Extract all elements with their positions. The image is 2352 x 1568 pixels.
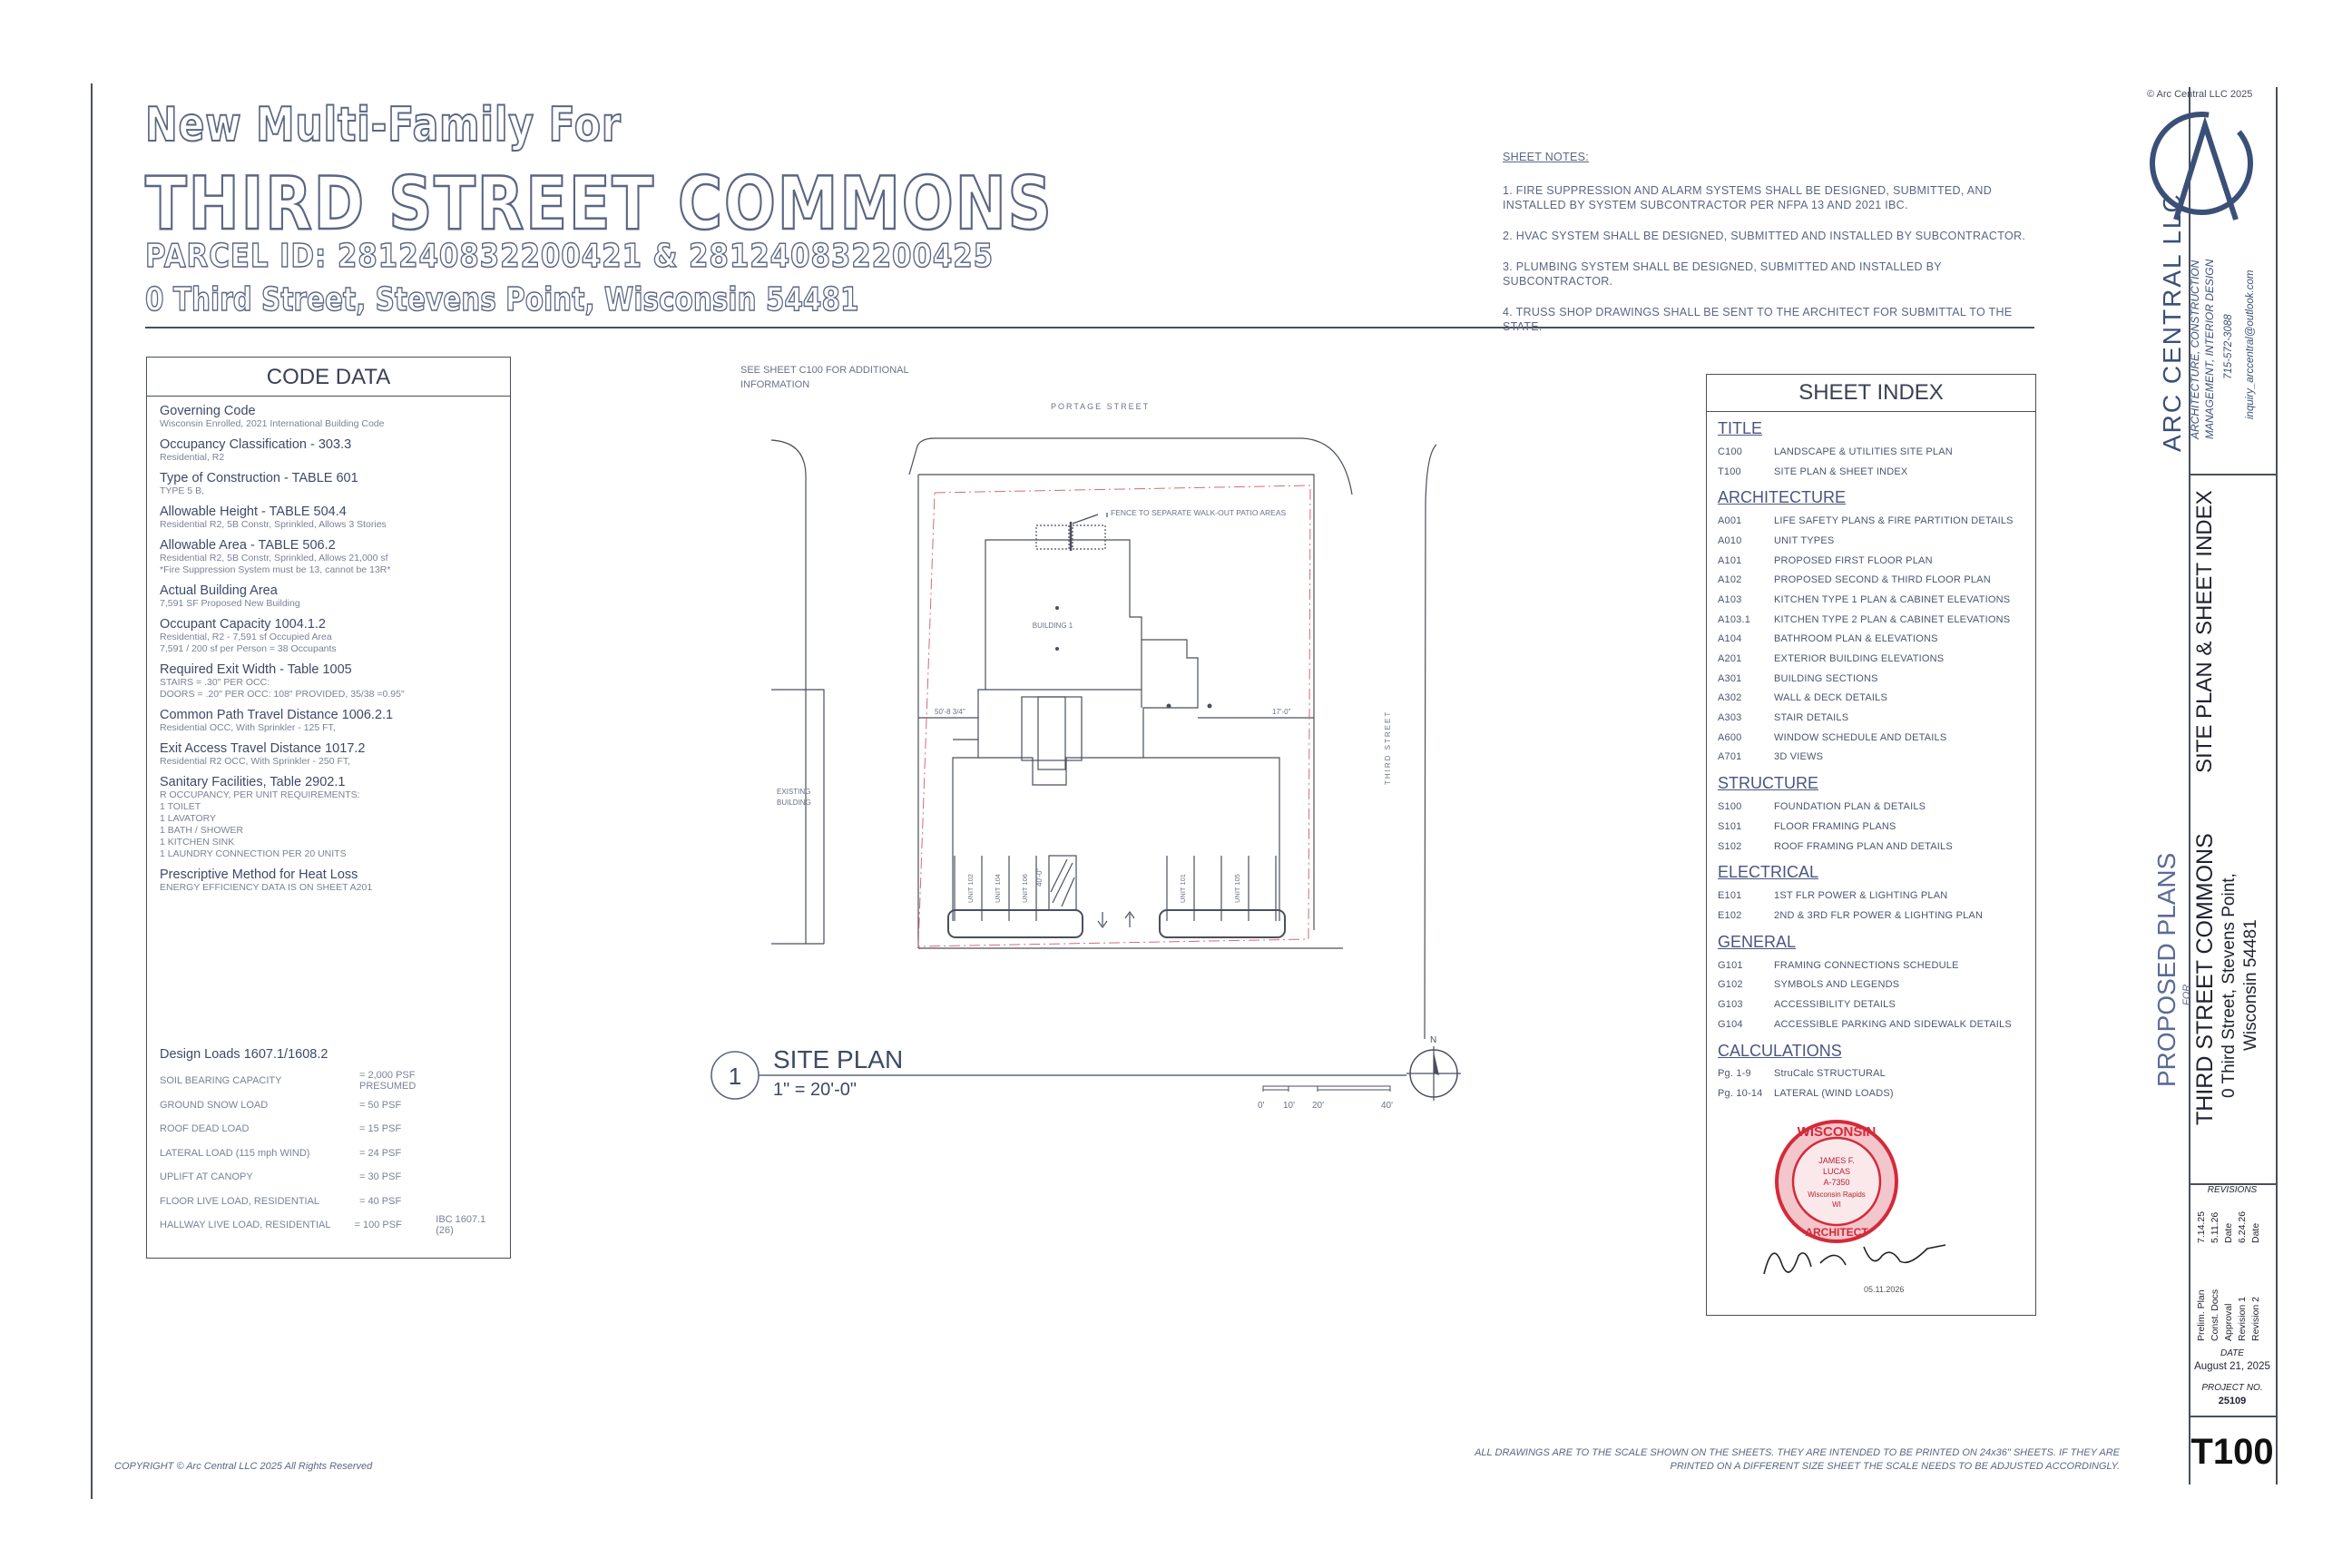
design-loads: [160, 1047, 505, 1238]
scale-note-line: PRINTED ON A DIFFERENT SIZE SHEET THE SCALE NEEDS TO BE ADJUSTED ACCORDINGLY.: [1670, 1461, 2120, 1472]
sheet-index-section: [1718, 488, 2035, 767]
sheet-description: KITCHEN TYPE 2 PLAN & CABINET ELEVATIONS: [1774, 613, 2011, 625]
sheet-description: KITCHEN TYPE 1 PLAN & CABINET ELEVATIONS: [1774, 593, 2011, 605]
sheet-number: T100: [2190, 1432, 2274, 1472]
sheet-index-row: [1718, 956, 2035, 975]
code-data-detail: ENERGY EFFICIENCY DATA IS ON SHEET A201: [160, 882, 373, 893]
traffic-arrow-up: [1125, 912, 1134, 927]
unit-label: UNIT 106: [1021, 874, 1029, 903]
sheet-code: A001: [1718, 515, 1742, 527]
sheet-index-row: [1718, 1083, 2035, 1103]
unit-label: UNIT 104: [994, 874, 1002, 903]
sheet-index-section-title: CALCULATIONS: [1718, 1041, 1842, 1060]
code-data-item: [160, 617, 497, 655]
company-name: ARC CENTRAL LLC: [2158, 192, 2186, 452]
sheet-index-section: [1718, 933, 2035, 1034]
plan-number: 1: [728, 1063, 742, 1090]
code-data-item: [160, 471, 497, 497]
fence-leader: [1073, 514, 1098, 524]
code-data-heading: Actual Building Area: [160, 583, 278, 598]
tb-project-name: THIRD STREET COMMONS: [2192, 833, 2218, 1125]
sheet-note: 3. PLUMBING SYSTEM SHALL BE DESIGNED, SUBMITTED AND INSTALLED BY SUBCONTRACTOR.: [1503, 260, 1942, 288]
design-load-row: [160, 1190, 505, 1214]
sheet-index-row: [1718, 462, 2035, 482]
for-label: FOR: [2181, 984, 2192, 1005]
plan-scale: 1" = 20'-0": [773, 1080, 857, 1100]
code-data-detail: 1 KITCHEN SINK: [160, 837, 235, 848]
code-data-detail: Residential, R2: [160, 452, 225, 463]
sheet-description: ROOF FRAMING PLAN AND DETAILS: [1774, 840, 1953, 852]
code-data-heading: Governing Code: [160, 404, 256, 418]
design-load-label: UPLIFT AT CANOPY: [160, 1171, 253, 1183]
sheet-description: STAIR DETAILS: [1774, 712, 1849, 724]
code-data-detail: *Fire Suppression System must be 13, cannot be 13R*: [160, 564, 391, 575]
stamp-number: A-7350: [1823, 1178, 1850, 1187]
portage-street-label: PORTAGE STREET: [1051, 402, 1151, 411]
revision-name: Approval: [2223, 1303, 2234, 1341]
design-load-row: [160, 1069, 505, 1093]
sheet-description: LANDSCAPE & UTILITIES SITE PLAN: [1774, 446, 1953, 457]
site-plan-drawing: [708, 358, 1488, 1121]
marker-dot: [1055, 606, 1059, 610]
code-data-detail: STAIRS = .30" PER OCC:: [160, 677, 270, 688]
curb-stop-right: [1160, 910, 1285, 937]
code-data-detail: Residential R2, 5B Constr, Sprinkled, Allows 3 Stories: [160, 519, 387, 530]
code-data-detail: 1 BATH / SHOWER: [160, 825, 243, 836]
dimension-center: 40'-0": [1035, 867, 1044, 887]
parcel-id: PARCEL ID: 281240832200421 & 281240832200425: [145, 238, 995, 275]
sheet-description: BUILDING SECTIONS: [1774, 672, 1878, 684]
sheet-code: G104: [1718, 1018, 1743, 1030]
code-data-item: [160, 867, 497, 894]
see-sheet-note: INFORMATION: [740, 379, 810, 390]
design-load-value: = 50 PSF: [359, 1099, 402, 1111]
sheet-code: Pg. 10-14: [1718, 1088, 1763, 1100]
sheet-code: E102: [1718, 909, 1742, 921]
design-load-row: [160, 1093, 505, 1118]
code-data-detail: DOORS = .20" PER OCC: 108" PROVIDED, 35/38 =0.95": [160, 689, 405, 700]
entry-block: [1022, 697, 1082, 760]
scale-label: 20': [1312, 1101, 1325, 1111]
sheet-code: A104: [1718, 633, 1742, 645]
code-data-item: [160, 662, 497, 701]
unit-label: UNIT 102: [966, 874, 975, 903]
sheet-code: G103: [1718, 998, 1743, 1010]
code-data-heading: Occupant Capacity 1004.1.2: [160, 617, 326, 632]
design-load-label: SOIL BEARING CAPACITY: [160, 1075, 282, 1087]
code-data-item: [160, 505, 497, 531]
code-data-detail: Residential R2, 5B Constr, Sprinkled, Allows 21,000 sf: [160, 553, 388, 564]
scale-label: 10': [1283, 1101, 1296, 1111]
dimension-right: 17'-0": [1272, 708, 1291, 716]
design-load-value: = 30 PSF: [359, 1171, 402, 1183]
proposed-plans: PROPOSED PLANS: [2152, 852, 2180, 1087]
code-data-detail: Residential, R2 - 7,591 sf Occupied Area: [160, 632, 332, 642]
title-block-right-line: [2276, 87, 2278, 1485]
sheet-notes-title: SHEET NOTES:: [1503, 151, 1590, 163]
sheet-index-row: [1718, 975, 2035, 995]
header-subtitle: New Multi-Family For: [145, 98, 622, 152]
sheet-code: Pg. 1-9: [1718, 1068, 1751, 1080]
building-label: BUILDING 1: [1032, 622, 1073, 630]
sheet-code: A010: [1718, 534, 1742, 546]
project-no-value: 25109: [2218, 1396, 2247, 1406]
sheet-description: WALL & DECK DETAILS: [1774, 692, 1888, 704]
sheet-code: A302: [1718, 692, 1742, 704]
sheet-index-row: [1718, 708, 2035, 728]
sheet-code: A600: [1718, 731, 1742, 743]
portage-street-curb: [916, 438, 1352, 495]
sheet-index-row: [1718, 570, 2035, 590]
code-data-item: [160, 741, 497, 768]
scale-label: 40': [1381, 1101, 1394, 1111]
code-data-heading: Type of Construction - TABLE 601: [160, 471, 358, 485]
company-services: ARCHITECTURE, CONSTRUCTION: [2189, 260, 2201, 439]
sheet-index-row: [1718, 610, 2035, 630]
sheet-description: PROPOSED FIRST FLOOR PLAN: [1774, 554, 1933, 566]
sheet-code: A103: [1718, 593, 1742, 605]
design-load-value: = 40 PSF: [359, 1195, 402, 1207]
dimension-left: 50'-8 3/4": [935, 708, 965, 716]
sheet-code: C100: [1718, 446, 1743, 457]
patio-block: [1036, 525, 1069, 549]
code-data-item: [160, 538, 497, 576]
sheet-description: SYMBOLS AND LEGENDS: [1774, 979, 1900, 991]
sheet-index-section-title: ARCHITECTURE: [1718, 488, 1847, 507]
footer-copyright: COPYRIGHT © Arc Central LLC 2025 All Rights Reserved: [114, 1461, 373, 1472]
code-data-heading: Required Exit Width - Table 1005: [160, 662, 352, 677]
signature: [1764, 1245, 1945, 1274]
code-data-heading: Sanitary Facilities, Table 2902.1: [160, 775, 346, 789]
code-data-list: [147, 404, 510, 894]
sheet-note: 2. HVAC SYSTEM SHALL BE DESIGNED, SUBMITTED AND INSTALLED BY SUBCONTRACTOR.: [1503, 230, 2026, 242]
sheet-index-row: [1718, 531, 2035, 551]
design-load-note: IBC 1607.1 (26): [436, 1214, 486, 1237]
property-line: [918, 485, 1310, 946]
sheet-index-row: [1718, 817, 2035, 837]
design-load-value: = 100 PSF: [354, 1220, 402, 1231]
sheet-index-section: [1718, 863, 2035, 925]
existing-building-label: BUILDING: [777, 799, 811, 807]
code-data-detail: 7,591 SF Proposed New Building: [160, 598, 300, 609]
code-data-detail: Residential OCC, With Sprinkler - 125 FT,: [160, 722, 336, 733]
graphic-scale: [1263, 1086, 1390, 1092]
sheet-index-row: [1718, 551, 2035, 571]
sheet-code: A303: [1718, 712, 1742, 724]
code-data-heading: Common Path Travel Distance 1006.2.1: [160, 708, 394, 722]
sheet-code: S100: [1718, 801, 1742, 813]
stamp-city: Wisconsin Rapids: [1808, 1191, 1866, 1199]
left-curb-line: [771, 440, 806, 944]
sheet-index-section: [1718, 774, 2035, 856]
left-border-line: [91, 83, 93, 1499]
sheet-code: A701: [1718, 751, 1742, 763]
marker-dot: [1208, 704, 1212, 709]
sheet-description: UNIT TYPES: [1774, 534, 1835, 546]
footer-scale-note: [1397, 1446, 2120, 1474]
sheet-index-row: [1718, 995, 2035, 1014]
sheet-description: BATHROOM PLAN & ELEVATIONS: [1774, 633, 1938, 645]
design-load-label: LATERAL LOAD (115 mph WIND): [160, 1147, 310, 1159]
revision-name: Revision 2: [2250, 1296, 2261, 1341]
code-data-panel: [146, 357, 511, 1259]
entry-corridor: [1038, 697, 1065, 769]
sheet-description: ACCESSIBILITY DETAILS: [1774, 998, 1896, 1010]
sheet-code: A103.1: [1718, 613, 1751, 625]
design-load-label: FLOOR LIVE LOAD, RESIDENTIAL: [160, 1195, 320, 1207]
sheet-description: ACCESSIBLE PARKING AND SIDEWALK DETAILS: [1774, 1018, 2012, 1030]
code-data-heading: Allowable Height - TABLE 504.4: [160, 505, 347, 519]
sheet-description: FOUNDATION PLAN & DETAILS: [1774, 801, 1926, 813]
code-data-detail: Residential R2 OCC, With Sprinkler - 250 FT,: [160, 756, 351, 767]
sheet-code: E101: [1718, 890, 1742, 902]
revision-date: 6.24.26: [2237, 1210, 2248, 1243]
sheet-index-row: [1718, 797, 2035, 817]
design-load-label: HALLWAY LIVE LOAD, RESIDENTIAL: [160, 1220, 331, 1231]
date-value: August 21, 2025: [2194, 1361, 2270, 1372]
code-data-title: CODE DATA: [147, 358, 510, 397]
sheet-description: 3D VIEWS: [1774, 751, 1824, 763]
curb-corner: [909, 449, 916, 475]
sheet-code: A101: [1718, 554, 1742, 566]
code-data-heading: Allowable Area - TABLE 506.2: [160, 538, 336, 553]
third-street-label: THIRD STREET: [1384, 710, 1392, 785]
north-arrow: [1406, 1035, 1461, 1101]
architect-stamp: [1755, 1111, 1973, 1301]
code-data-item: [160, 708, 497, 734]
sheet-index-row: [1718, 511, 2035, 531]
sheet-note: 1. FIRE SUPPRESSION AND ALARM SYSTEMS SHALL BE DESIGNED, SUBMITTED, AND INSTALLED BY SYSTEM SUBCONTRACTOR PER NFPA 13 AND 2021 IBC.: [1503, 184, 1993, 211]
sheet-description: FRAMING CONNECTIONS SCHEDULE: [1774, 959, 1959, 971]
curb-stop-left: [948, 910, 1083, 937]
sheet-index-row: [1718, 649, 2035, 669]
third-street-curb: [1425, 445, 1436, 1039]
patio-block: [1073, 525, 1105, 549]
sheet-index-row: [1718, 669, 2035, 689]
sheet-index-row: [1718, 886, 2035, 906]
revision-date: 7.14.25: [2196, 1210, 2207, 1243]
sheet-index-row: [1718, 1014, 2035, 1034]
sheet-code: G101: [1718, 959, 1743, 971]
revision-name: Prelim. Plan: [2196, 1289, 2207, 1341]
sheet-code: A201: [1718, 653, 1742, 665]
traffic-arrow-down: [1098, 912, 1107, 927]
title-block-divider: [2189, 474, 2276, 475]
sheet-index-row: [1718, 590, 2035, 610]
scale-note-line: ALL DRAWINGS ARE TO THE SCALE SHOWN ON THE SHEETS. THEY ARE INTENDED TO BE PRINTED ON 24x36" SHEETS. IF THEY ARE: [1475, 1447, 2120, 1458]
sheet-notes: [1503, 151, 2047, 350]
stamp-city-state: WI: [1832, 1200, 1841, 1209]
sheet-title: SITE PLAN & SHEET INDEX: [2192, 490, 2217, 773]
design-load-value: = 24 PSF: [359, 1147, 402, 1159]
sheet-index-section: [1718, 1042, 2035, 1103]
unit-label: UNIT 105: [1233, 874, 1241, 903]
tb-address: Wisconsin 54481: [2241, 919, 2260, 1051]
sheet-code: S102: [1718, 840, 1742, 852]
existing-building-label: EXISTING: [777, 788, 811, 796]
sheet-index-row: [1718, 728, 2035, 748]
sheet-index-row: [1718, 442, 2035, 462]
title-block-divider: [2189, 1416, 2276, 1417]
plan-title: SITE PLAN: [773, 1045, 904, 1073]
code-data-heading: Prescriptive Method for Heat Loss: [160, 867, 358, 882]
sheet-description: StruCalc STRUCTURAL: [1774, 1068, 1886, 1080]
design-load-value: = 15 PSF: [359, 1123, 402, 1135]
design-load-row: [160, 1142, 505, 1166]
sheet-index-section-title: ELECTRICAL: [1718, 863, 1819, 882]
code-data-item: [160, 437, 497, 464]
design-load-row: [160, 1165, 505, 1190]
hatch-line: [1051, 859, 1067, 892]
stamp-date: 05.11.2026: [1864, 1285, 1905, 1294]
sheet-index-row: [1718, 906, 2035, 926]
code-data-detail: 1 TOILET: [160, 801, 201, 812]
sheet-index-row: [1718, 1064, 2035, 1084]
sheet-description: 2ND & 3RD FLR POWER & LIGHTING PLAN: [1774, 909, 1984, 921]
sheet-code: T100: [1718, 466, 1741, 477]
project-no-label: PROJECT NO.: [2201, 1383, 2263, 1393]
building-footprint: [978, 540, 1198, 785]
revision-date: Date: [2223, 1222, 2234, 1243]
sheet-description: LATERAL (WIND LOADS): [1774, 1088, 1894, 1100]
copyright-corner: © Arc Central LLC 2025: [2147, 89, 2253, 100]
sheet-index-row: [1718, 689, 2035, 709]
sheet-description: SITE PLAN & SHEET INDEX: [1774, 466, 1908, 477]
revision-date: Date: [2250, 1222, 2261, 1243]
sheet-description: EXTERIOR BUILDING ELEVATIONS: [1774, 653, 1945, 665]
revisions-label: REVISIONS: [2207, 1185, 2258, 1195]
company-services: MANAGEMENT, INTERIOR DESIGN: [2203, 259, 2216, 439]
sheet-code: A301: [1718, 672, 1742, 684]
tb-address: 0 Third Street, Stevens Point,: [2220, 873, 2239, 1098]
sheet-index-section: [1718, 419, 2035, 481]
code-data-detail: 1 LAVATORY: [160, 813, 217, 824]
sheet-index-title: SHEET INDEX: [1707, 375, 2035, 412]
stamp-state: WISCONSIN: [1797, 1124, 1877, 1140]
code-data-item: [160, 404, 497, 430]
sheet-description: WINDOW SCHEDULE AND DETAILS: [1774, 731, 1947, 743]
code-data-heading: Occupancy Classification - 303.3: [160, 437, 352, 452]
sheet-index-section-title: STRUCTURE: [1718, 774, 1818, 793]
project-address: 0 Third Street, Stevens Point, Wisconsin 54481: [145, 281, 859, 318]
design-load-label: ROOF DEAD LOAD: [160, 1123, 250, 1135]
code-data-detail: R OCCUPANCY, PER UNIT REQUIREMENTS:: [160, 789, 360, 800]
date-label: DATE: [2220, 1348, 2244, 1358]
design-loads-list: [160, 1069, 505, 1238]
code-data-detail: TYPE 5 B,: [160, 485, 205, 496]
marker-dot: [1167, 704, 1171, 709]
stamp-name: JAMES F.: [1818, 1156, 1855, 1165]
revision-name: Revision 1: [2237, 1296, 2248, 1341]
sheet-note: 4. TRUSS SHOP DRAWINGS SHALL BE SENT TO THE ARCHITECT FOR SUBMITTAL TO THE STATE.: [1503, 306, 2013, 333]
existing-building-outline: [771, 690, 824, 944]
sheet-code: S101: [1718, 820, 1742, 832]
code-data-detail: 7,591 / 200 sf per Person = 38 Occupants: [160, 643, 337, 654]
sheet-description: 1ST FLR POWER & LIGHTING PLAN: [1774, 890, 1948, 902]
sheet-index-list: [1707, 419, 2035, 1103]
code-data-detail: 1 LAUNDRY CONNECTION PER 20 UNITS: [160, 848, 347, 859]
sheet-description: PROPOSED SECOND & THIRD FLOOR PLAN: [1774, 574, 1991, 586]
design-load-value: = 2,000 PSF PRESUMED: [359, 1070, 416, 1093]
project-title: THIRD STREET COMMONS: [145, 162, 1054, 246]
design-loads-title: Design Loads 1607.1/1608.2: [160, 1047, 328, 1062]
sheet-index-section-title: GENERAL: [1718, 932, 1797, 951]
code-data-item: [160, 583, 497, 610]
stamp-name: LUCAS: [1822, 1167, 1851, 1176]
code-data-heading: Exit Access Travel Distance 1017.2: [160, 741, 366, 756]
revision-date: 5.11.26: [2210, 1211, 2220, 1243]
scale-label: 0': [1258, 1101, 1265, 1111]
revision-name: Const. Docs: [2210, 1289, 2220, 1341]
marker-dot: [1055, 647, 1059, 651]
code-data-item: [160, 775, 497, 860]
sheet-index-section-title: TITLE: [1718, 419, 1763, 437]
unit-label: UNIT 101: [1179, 874, 1187, 903]
design-load-row: [160, 1213, 505, 1238]
design-load-row: [160, 1117, 505, 1142]
sheet-index-row: [1718, 837, 2035, 857]
fence-note: FENCE TO SEPARATE WALK-OUT PATIO AREAS: [1111, 508, 1287, 517]
code-data-detail: Wisconsin Enrolled, 2021 International Building Code: [160, 418, 385, 429]
sheet-code: A102: [1718, 574, 1742, 586]
sheet-index-row: [1718, 748, 2035, 768]
design-load-label: GROUND SNOW LOAD: [160, 1099, 269, 1111]
stamp-profession: ARCHITECT: [1805, 1226, 1868, 1239]
sheet-description: FLOOR FRAMING PLANS: [1774, 820, 1896, 832]
sheet-description: LIFE SAFETY PLANS & FIRE PARTITION DETAILS: [1774, 515, 2014, 527]
sheet-index-row: [1718, 630, 2035, 650]
company-phone: 715-572-3088: [2223, 314, 2234, 379]
north-label: N: [1430, 1035, 1437, 1045]
sheet-code: G102: [1718, 979, 1743, 991]
company-email: inquiry_arccentral@outlook.com: [2245, 270, 2256, 419]
see-sheet-note: SEE SHEET C100 FOR ADDITIONAL: [740, 365, 909, 376]
